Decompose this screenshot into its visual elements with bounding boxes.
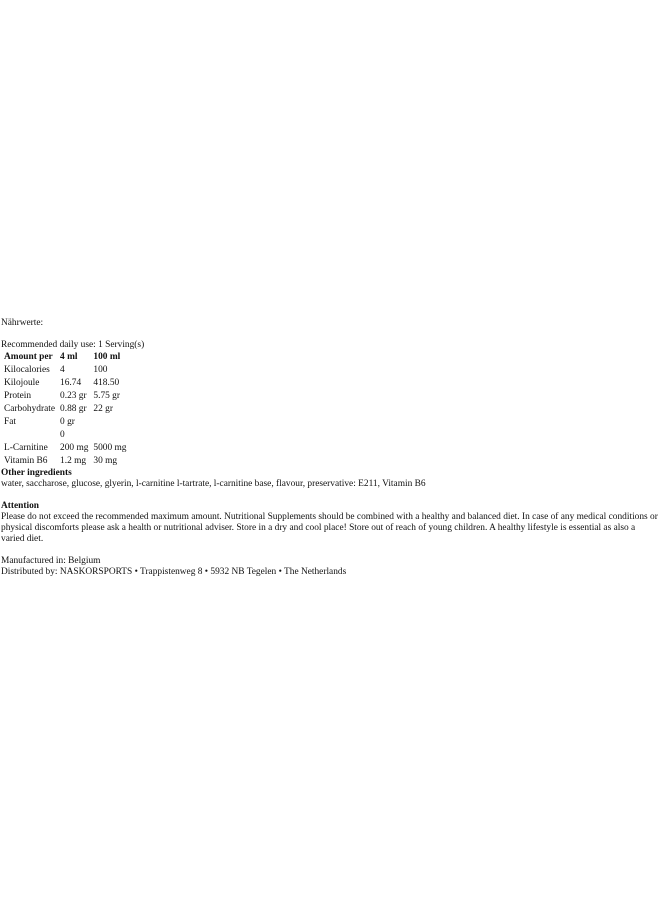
row-value-100ml: 5.75 gr (93, 391, 120, 401)
row-value-4ml: 0 (60, 430, 65, 440)
row-value-4ml: 16.74 (60, 378, 82, 388)
row-value-4ml: 1.2 mg (60, 456, 87, 466)
table-row (3, 442, 129, 455)
header-amount-per: Amount per (4, 352, 53, 362)
row-value-100ml: 30 mg (93, 456, 118, 466)
spacer (1, 545, 659, 556)
row-value-100ml: 418.50 (93, 378, 120, 388)
row-label: Protein (4, 391, 32, 401)
row-label: L-Carnitine (4, 443, 48, 453)
row-value-100ml (92, 429, 128, 442)
header-4ml: 4 ml (60, 352, 78, 362)
attention-text: Please do not exceed the recommended maximum amount. Nutritional Supplements should be combined with a healthy and balanced diet. In case of any medical conditions or physical discomforts please ask a health or nutritional adviser. Store in a dry and cool place! Store out of reach of young children. A healthy lifestyle is essential as also a varied diet. (1, 512, 658, 544)
naehrwerte-label: Nährwerte: (1, 318, 44, 328)
header-100ml: 100 ml (93, 352, 121, 362)
manufactured-text: Manufactured in: Belgium (1, 556, 101, 566)
table-row (3, 416, 129, 429)
row-value-4ml: 0.88 gr (60, 404, 87, 414)
row-value-4ml: 4 (60, 365, 65, 375)
row-value-100ml: 22 gr (93, 404, 113, 414)
row-label: Kilojoule (4, 378, 40, 388)
distributed-text: Distributed by: NASKORSPORTS • Trappistenweg 8 • 5932 NB Tegelen • The Netherlands (1, 567, 347, 577)
row-label: Carbohydrate (4, 404, 56, 414)
table-row (3, 403, 129, 416)
row-value-4ml: 200 mg (60, 443, 89, 453)
other-ingredients-title: Other ingredients (1, 468, 72, 478)
spacer (1, 490, 659, 501)
row-value-4ml: 0.23 gr (60, 391, 87, 401)
table-row (3, 390, 129, 403)
table-row (3, 364, 129, 377)
row-value-4ml: 0 gr (60, 417, 75, 427)
row-label: Vitamin B6 (4, 456, 48, 466)
attention-title: Attention (1, 501, 40, 511)
recommended-use-text: Recommended daily use: 1 Serving(s) (1, 340, 145, 350)
product-info-document (1, 318, 659, 578)
spacer (1, 329, 659, 340)
row-value-100ml: 100 (93, 365, 108, 375)
nutrition-table (1, 351, 131, 468)
nutrition-header-row (3, 351, 129, 364)
row-value-100ml: 5000 mg (93, 443, 127, 453)
table-row (3, 377, 129, 390)
row-label: Fat (4, 417, 16, 427)
table-row (3, 429, 129, 442)
row-label: Kilocalories (4, 365, 50, 375)
row-value-100ml (92, 416, 128, 429)
table-row (3, 455, 129, 468)
other-ingredients-text: water, saccharose, glucose, glyerin, l-carnitine l-tartrate, l-carnitine base, flavour, preservative: E211, Vitamin B6 (1, 479, 426, 489)
row-label (3, 429, 57, 442)
